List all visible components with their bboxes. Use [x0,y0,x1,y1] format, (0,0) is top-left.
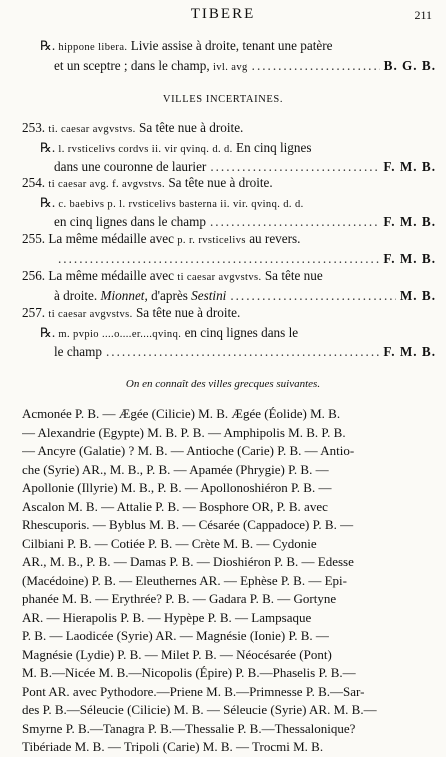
entry-255-line: 255. La même médaille avec p. r. rvsticelivs au revers. [22,231,301,246]
greek-cities-heading: On en connaît des villes grecques suivantes. [125,378,321,390]
page-number: 211 [414,8,432,22]
entry-256-line-2: à droite. Mionnet, d'après Sestini ..... M. B. [22,287,436,305]
entry-253-reverse-2: dans une couronne de laurier ..... F. M. B. [22,158,436,176]
rarity-label: B. G. B. [383,57,436,73]
entry-256 [22,267,436,304]
city-line: che (Syrie) AR., M. B., P. B. — Apamée (Phrygie) P. B. — [22,461,329,477]
city-line: AR., M. B., P. B. — Damas P. B. — Dioshiéron P. B. — Edesse [22,554,354,569]
city-line: M. B.—Nicée M. B.—Nicopolis (Épire) P. B.—Phaselis P. B.— [22,665,356,680]
entry-254-reverse: ℞. c. baebivs p. l. rvsticelivs basterna ii. vir. qvinq. d. d. [40,194,304,210]
city-line: — Ancyre (Galatie) ? M. B. — Antioche (Carie) P. B. — Antio- [22,443,355,458]
entry-255 [22,230,436,267]
section-title: VILLES INCERTAINES. [162,94,284,105]
city-line: Rhescuporis. — Byblus M. B. — Césarée (Cappadoce) P. B. — [22,517,354,532]
rarity-label: F. M. B. [383,159,436,174]
entry-257-reverse-2: le champ ..... F. M. B. [22,343,436,361]
rarity-label: M. B. [399,287,436,303]
city-line: (Macédoine) P. B. — Eleuthernes AR. — Ephèse P. B. — Epi- [22,572,347,588]
entry-257-obverse: 257. ti caesar avgvstvs. Sa tête nue à droite. [22,305,241,320]
city-line: Acmonée P. B. — Ægée (Cilicie) M. B. Ægée (Éolide) M. B. [22,406,341,421]
city-line: Tibériade M. B. — Tripoli (Carie) M. B. — Trocmi M. B. [22,739,324,754]
city-line: des P. B.—Séleucie (Cilicie) M. B. — Séleucie (Syrie) AR. M. B.— [22,702,377,717]
entry-254-reverse-2: en cinq lignes dans le champ ..... F. M. B. [22,213,436,231]
entry-256-line: 256. La même médaille avec ti caesar avgvstvs. Sa tête nue [22,268,323,283]
greek-cities-list [22,405,432,757]
running-title: TIBERE [190,6,256,22]
city-line: Apollonie (Illyrie) M. B., P. B. — Apollonoshiéron P. B. — [22,480,332,495]
rarity-label: F. M. B. [383,214,436,229]
city-line: AR. — Hierapolis P. B. — Hypèpe P. B. — Lampsaque [22,609,312,625]
city-line: Cilbiani P. B. — Cotiée P. B. — Crète M. B. — Cydonie [22,535,317,551]
entry-257 [22,304,436,361]
entry-254 [22,174,436,231]
city-line: phanée M. B. — Erythrée? P. B. — Gadara P. B. — Gortyne [22,591,337,606]
entry-253 [22,119,436,176]
entry-255-line-2 [22,250,436,268]
rarity-label: F. M. B. [383,250,436,266]
city-line: Magnésie (Lydie) P. B. — Milet P. B. — Néocésarée (Pont) [22,646,332,662]
city-line: — Alexandrie (Egypte) M. B. P. B. — Amphipolis M. B. P. B. [22,424,346,440]
rarity-label: F. M. B. [383,344,436,359]
intro-entry [22,37,436,76]
intro-line-1: ℞. hippone libera. Livie assise à droite, tenant une patère [40,38,333,53]
entry-257-reverse: ℞. m. pvpio ....o....er....qvinq. en cinq lignes dans le [40,324,299,340]
entry-254-obverse: 254. ti caesar avg. f. avgvstvs. Sa tête nue à droite. [22,175,273,190]
entry-253-reverse: ℞. l. rvsticelivs cordvs ii. vir qvinq. d. d. En cinq lignes [40,139,312,155]
intro-line-2: et un sceptre ; dans le champ, ivl. avg ..... B. G. B. [22,57,436,77]
page-header [0,6,446,30]
city-line: Smyrne P. B.—Tanagra P. B.—Thessalie P. B.—Thessalonique? [22,720,356,736]
city-line: Ascalon M. B. — Attalie P. B. — Bosphore OR, P. B. avec [22,498,328,514]
city-line: Pont AR. avec Pythodore.—Priene M. B.—Primnesse P. B.—Sar- [22,683,365,699]
entry-253-obverse: 253. ti. caesar avgvstvs. Sa tête nue à droite. [22,120,244,135]
city-line: P. B. — Laodicée (Syrie) AR. — Magnésie (Ionie) P. B. — [22,628,329,643]
